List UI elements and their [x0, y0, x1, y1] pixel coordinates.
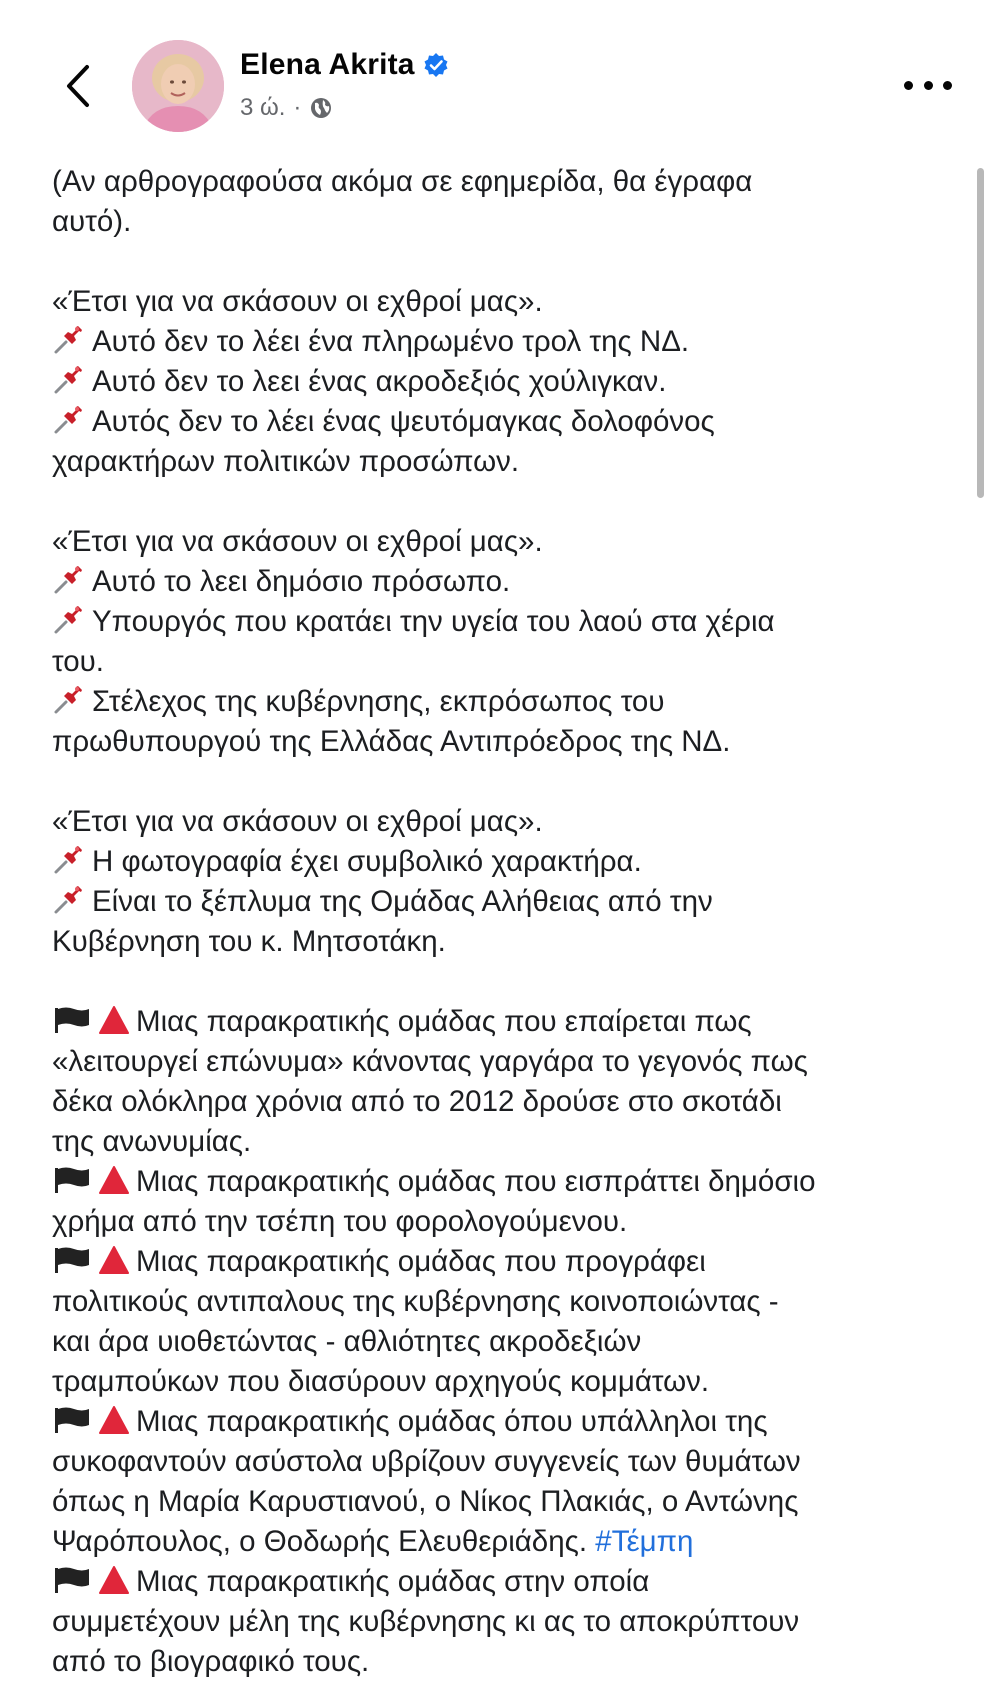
post-header — [0, 0, 990, 160]
more-options-button[interactable] — [904, 70, 952, 100]
list-item-continued: από το βιογραφικό τους. — [52, 1645, 370, 1678]
list-item-continued: δέκα ολόκληρα χρόνια από το 2012 δρούσε στο σκοτάδι — [52, 1085, 782, 1118]
list-item: Αυτός δεν το λέει ένας ψευτόμαγκας δολοφόνος — [52, 402, 952, 442]
list-item-continued: πρωθυπουργού της Ελλάδας Αντιπρόεδρος της ΝΔ. — [52, 725, 731, 758]
quote-line: «Έτσι για να σκάσουν οι εχθροί μας». — [52, 525, 543, 558]
list-item-continued: συμμετέχουν μέλη της κυβέρνησης κι ας το αποκρύπτουν — [52, 1605, 800, 1638]
list-item-continued: Κυβέρνηση του κ. Μητσοτάκη. — [52, 925, 446, 958]
list-item: Αυτό δεν το λεει ένας ακροδεξιός χούλιγκαν. — [52, 362, 952, 402]
list-item: Μιας παρακρατικής ομάδας που επαίρεται πως — [52, 1002, 952, 1042]
meta-separator: · — [293, 94, 302, 121]
black-flag-icon — [52, 1005, 92, 1035]
list-item-continued: χρήμα από την τσέπη του φορολογούμενου. — [52, 1205, 628, 1238]
list-item-continued: όπως η Μαρία Καρυστιανού, ο Νίκος Πλακιάς, ο Αντώνης — [52, 1485, 799, 1518]
intro-line: (Αν αρθρογραφούσα ακόμα σε εφημερίδα, θα έγραφα — [52, 165, 753, 198]
avatar-photo — [132, 40, 224, 132]
black-flag-icon — [52, 1245, 92, 1275]
intro-line: αυτό). — [52, 205, 132, 238]
more-dot-icon — [943, 81, 952, 90]
list-item: Μιας παρακρατικής ομάδας όπου υπάλληλοι της — [52, 1402, 952, 1442]
list-item: Η φωτογραφία έχει συμβολικό χαρακτήρα. — [52, 842, 952, 882]
list-item-continued: του. — [52, 645, 104, 678]
warning-triangle-icon — [98, 1405, 130, 1435]
more-dot-icon — [904, 81, 913, 90]
pushpin-icon — [52, 842, 86, 876]
pushpin-icon — [52, 362, 86, 396]
warning-triangle-icon — [98, 1165, 130, 1195]
author-name[interactable]: Elena Akrita — [240, 48, 415, 81]
list-item-continued: χαρακτήρων πολιτικών προσώπων. — [52, 445, 520, 478]
list-item-continued: της ανωνυμίας. — [52, 1125, 252, 1158]
pushpin-icon — [52, 562, 86, 596]
black-flag-icon — [52, 1565, 92, 1595]
list-item: Αυτό το λεει δημόσιο πρόσωπο. — [52, 562, 952, 602]
list-item-continued: και άρα υιοθετώντας - αθλιότητες ακροδεξιών — [52, 1325, 642, 1358]
list-item: Μιας παρακρατικής ομάδας που προγράφει — [52, 1242, 952, 1282]
hashtag-link[interactable]: #Τέμπη — [595, 1525, 694, 1558]
pushpin-icon — [52, 882, 86, 916]
warning-triangle-icon — [98, 1005, 130, 1035]
post-time[interactable]: 3 ώ. — [240, 94, 286, 121]
list-item-continued: συκοφαντούν ασύστολα υβρίζουν συγγενείς των θυμάτων — [52, 1445, 801, 1478]
black-flag-icon — [52, 1405, 92, 1435]
verified-badge-icon — [423, 52, 449, 78]
author-row — [240, 48, 449, 82]
list-item-continued: «λειτουργεί επώνυμα» κάνοντας γαργάρα το γεγονός πως — [52, 1045, 808, 1078]
black-flag-icon — [52, 1165, 92, 1195]
pushpin-icon — [52, 322, 86, 356]
chevron-left-icon — [65, 64, 91, 108]
warning-triangle-icon — [98, 1245, 130, 1275]
quote-line: «Έτσι για να σκάσουν οι εχθροί μας». — [52, 285, 543, 318]
more-dot-icon — [924, 81, 933, 90]
list-item: Αυτό δεν το λέει ένα πληρωμένο τρολ της ΝΔ. — [52, 322, 952, 362]
list-item-continued: Ψαρόπουλος, ο Θοδωρής Ελευθεριάδης. #Τέμπη — [52, 1525, 694, 1558]
list-item: Υπουργός που κρατάει την υγεία του λαού στα χέρια — [52, 602, 952, 642]
list-item: Μιας παρακρατικής ομάδας στην οποία — [52, 1562, 952, 1602]
pushpin-icon — [52, 602, 86, 636]
list-item: Είναι το ξέπλυμα της Ομάδας Αλήθειας από την — [52, 882, 952, 922]
scrollbar[interactable] — [977, 168, 984, 498]
avatar[interactable] — [132, 40, 224, 132]
list-item: Μιας παρακρατικής ομάδας που εισπράττει δημόσιο — [52, 1162, 952, 1202]
pushpin-icon — [52, 682, 86, 716]
quote-line: «Έτσι για να σκάσουν οι εχθροί μας». — [52, 805, 543, 838]
globe-icon — [309, 96, 333, 120]
list-item-continued: πολιτικούς αντιπαλους της κυβέρνησης κοινοποιώντας - — [52, 1285, 779, 1318]
back-button[interactable] — [58, 58, 98, 114]
list-item-continued: τραμπούκων που διασύρουν αρχηγούς κομμάτων. — [52, 1365, 710, 1398]
post-body — [52, 162, 952, 1682]
post-meta — [240, 94, 333, 122]
warning-triangle-icon — [98, 1565, 130, 1595]
list-item: Στέλεχος της κυβέρνησης, εκπρόσωπος του — [52, 682, 952, 722]
pushpin-icon — [52, 402, 86, 436]
